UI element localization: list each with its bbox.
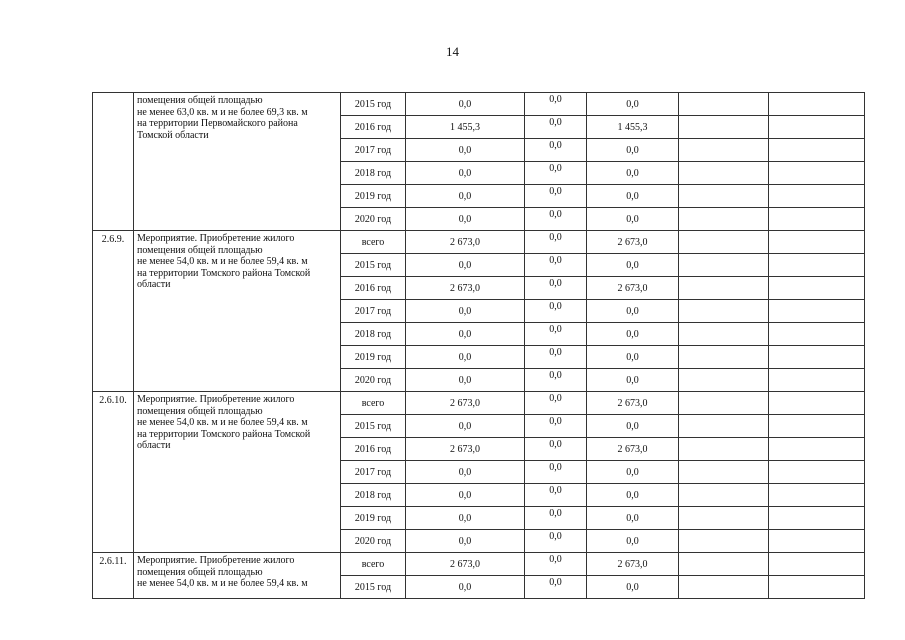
federal-value: 0,0 xyxy=(525,369,587,392)
regional-value: 0,0 xyxy=(587,415,679,438)
description-line: Мероприятие. Приобретение жилого xyxy=(137,555,295,566)
federal-value: 0,0 xyxy=(525,231,587,254)
regional-value: 0,0 xyxy=(587,208,679,231)
regional-value: 0,0 xyxy=(587,93,679,116)
period-cell: 2016 год xyxy=(341,116,406,139)
regional-value: 0,0 xyxy=(587,461,679,484)
regional-value: 2 673,0 xyxy=(587,277,679,300)
federal-value: 0,0 xyxy=(525,553,587,576)
period-cell: 2016 год xyxy=(341,438,406,461)
table-row xyxy=(93,231,865,254)
empty-cell xyxy=(769,300,865,323)
regional-value: 0,0 xyxy=(587,484,679,507)
regional-value: 2 673,0 xyxy=(587,392,679,415)
empty-cell xyxy=(679,553,769,576)
empty-cell xyxy=(679,369,769,392)
item-number: 2.6.10. xyxy=(93,392,134,553)
total-value: 0,0 xyxy=(406,162,525,185)
description-line: Томской области xyxy=(137,129,209,141)
empty-cell xyxy=(679,185,769,208)
empty-cell xyxy=(769,415,865,438)
empty-cell xyxy=(679,139,769,162)
period-cell: 2015 год xyxy=(341,93,406,116)
item-number xyxy=(93,93,134,231)
period-cell: 2015 год xyxy=(341,254,406,277)
regional-value: 2 673,0 xyxy=(587,231,679,254)
total-value: 0,0 xyxy=(406,507,525,530)
total-value: 2 673,0 xyxy=(406,438,525,461)
regional-value: 0,0 xyxy=(587,185,679,208)
federal-value: 0,0 xyxy=(525,438,587,461)
federal-value: 0,0 xyxy=(525,254,587,277)
regional-value: 1 455,3 xyxy=(587,116,679,139)
empty-cell xyxy=(769,162,865,185)
description-line: не менее 63,0 кв. м и не более 69,3 кв. м xyxy=(137,106,308,118)
empty-cell xyxy=(769,185,865,208)
period-cell: 2020 год xyxy=(341,530,406,553)
empty-cell xyxy=(679,300,769,323)
description-line: Мероприятие. Приобретение жилого xyxy=(137,394,295,405)
empty-cell xyxy=(769,346,865,369)
description-line: на территории Томского района Томской xyxy=(137,267,311,279)
empty-cell xyxy=(769,507,865,530)
total-value: 2 673,0 xyxy=(406,277,525,300)
federal-value: 0,0 xyxy=(525,484,587,507)
period-cell: 2016 год xyxy=(341,277,406,300)
total-value: 0,0 xyxy=(406,254,525,277)
table-row xyxy=(93,392,865,415)
period-cell: 2020 год xyxy=(341,369,406,392)
description-line: на территории Томского района Томской xyxy=(137,428,311,440)
empty-cell xyxy=(679,254,769,277)
empty-cell xyxy=(679,438,769,461)
total-value: 0,0 xyxy=(406,300,525,323)
total-value: 0,0 xyxy=(406,93,525,116)
item-description xyxy=(134,93,341,231)
item-number: 2.6.9. xyxy=(93,231,134,392)
federal-value: 0,0 xyxy=(525,415,587,438)
description-line: не менее 54,0 кв. м и не более 59,4 кв. м xyxy=(137,417,308,428)
period-cell: 2015 год xyxy=(341,576,406,599)
period-cell: 2018 год xyxy=(341,162,406,185)
empty-cell xyxy=(679,392,769,415)
empty-cell xyxy=(679,461,769,484)
period-cell: 2015 год xyxy=(341,415,406,438)
empty-cell xyxy=(769,369,865,392)
federal-value: 0,0 xyxy=(525,185,587,208)
federal-value: 0,0 xyxy=(525,461,587,484)
empty-cell xyxy=(679,323,769,346)
total-value: 0,0 xyxy=(406,530,525,553)
description-line: не менее 54,0 кв. м и не более 59,4 кв. м xyxy=(137,256,308,267)
description-line: не менее 54,0 кв. м и не более 59,4 кв. м xyxy=(137,578,308,589)
empty-cell xyxy=(769,553,865,576)
federal-value: 0,0 xyxy=(525,530,587,553)
page-number: 14 xyxy=(446,44,459,59)
budget-table xyxy=(92,92,865,599)
period-cell: 2019 год xyxy=(341,346,406,369)
period-cell: 2018 год xyxy=(341,323,406,346)
empty-cell xyxy=(679,231,769,254)
federal-value: 0,0 xyxy=(525,139,587,162)
total-value: 0,0 xyxy=(406,484,525,507)
empty-cell xyxy=(679,576,769,599)
table-row xyxy=(93,553,865,576)
period-cell: всего xyxy=(341,392,406,415)
total-value: 0,0 xyxy=(406,369,525,392)
regional-value: 0,0 xyxy=(587,507,679,530)
empty-cell xyxy=(769,530,865,553)
description-line: области xyxy=(137,279,171,290)
regional-value: 0,0 xyxy=(587,162,679,185)
empty-cell xyxy=(679,162,769,185)
empty-cell xyxy=(769,484,865,507)
empty-cell xyxy=(769,93,865,116)
total-value: 0,0 xyxy=(406,461,525,484)
description-line: помещения общей площадью xyxy=(137,244,263,256)
period-cell: всего xyxy=(341,231,406,254)
empty-cell xyxy=(769,208,865,231)
regional-value: 2 673,0 xyxy=(587,438,679,461)
regional-value: 0,0 xyxy=(587,346,679,369)
total-value: 2 673,0 xyxy=(406,231,525,254)
regional-value: 0,0 xyxy=(587,323,679,346)
empty-cell xyxy=(769,392,865,415)
federal-value: 0,0 xyxy=(525,507,587,530)
description-line: области xyxy=(137,440,171,451)
total-value: 2 673,0 xyxy=(406,553,525,576)
regional-value: 0,0 xyxy=(587,254,679,277)
period-cell: 2017 год xyxy=(341,461,406,484)
empty-cell xyxy=(769,323,865,346)
description-line: помещения общей площадью xyxy=(137,405,263,417)
description-line: Мероприятие. Приобретение жилого xyxy=(137,233,295,244)
empty-cell xyxy=(769,231,865,254)
regional-value: 0,0 xyxy=(587,576,679,599)
empty-cell xyxy=(679,277,769,300)
period-cell: 2018 год xyxy=(341,484,406,507)
total-value: 0,0 xyxy=(406,576,525,599)
federal-value: 0,0 xyxy=(525,93,587,116)
empty-cell xyxy=(679,93,769,116)
total-value: 0,0 xyxy=(406,208,525,231)
period-cell: 2017 год xyxy=(341,139,406,162)
period-cell: всего xyxy=(341,553,406,576)
federal-value: 0,0 xyxy=(525,162,587,185)
empty-cell xyxy=(679,208,769,231)
empty-cell xyxy=(679,530,769,553)
federal-value: 0,0 xyxy=(525,277,587,300)
empty-cell xyxy=(769,277,865,300)
empty-cell xyxy=(679,484,769,507)
regional-value: 0,0 xyxy=(587,530,679,553)
empty-cell xyxy=(769,576,865,599)
regional-value: 0,0 xyxy=(587,300,679,323)
empty-cell xyxy=(769,139,865,162)
item-number: 2.6.11. xyxy=(93,553,134,599)
empty-cell xyxy=(769,116,865,139)
empty-cell xyxy=(679,116,769,139)
federal-value: 0,0 xyxy=(525,392,587,415)
empty-cell xyxy=(679,415,769,438)
total-value: 1 455,3 xyxy=(406,116,525,139)
item-description xyxy=(134,231,341,392)
description-line: помещения общей площадью xyxy=(137,95,263,106)
period-cell: 2020 год xyxy=(341,208,406,231)
total-value: 0,0 xyxy=(406,185,525,208)
total-value: 0,0 xyxy=(406,323,525,346)
description-line: помещения общей площадью xyxy=(137,566,263,578)
federal-value: 0,0 xyxy=(525,208,587,231)
empty-cell xyxy=(769,438,865,461)
period-cell: 2019 год xyxy=(341,185,406,208)
period-cell: 2019 год xyxy=(341,507,406,530)
empty-cell xyxy=(679,346,769,369)
regional-value: 0,0 xyxy=(587,139,679,162)
empty-cell xyxy=(769,461,865,484)
description-line: на территории Первомайского района xyxy=(137,118,298,129)
federal-value: 0,0 xyxy=(525,116,587,139)
regional-value: 0,0 xyxy=(587,369,679,392)
federal-value: 0,0 xyxy=(525,576,587,599)
total-value: 0,0 xyxy=(406,346,525,369)
regional-value: 2 673,0 xyxy=(587,553,679,576)
total-value: 0,0 xyxy=(406,415,525,438)
table-row xyxy=(93,93,865,116)
federal-value: 0,0 xyxy=(525,346,587,369)
period-cell: 2017 год xyxy=(341,300,406,323)
total-value: 2 673,0 xyxy=(406,392,525,415)
federal-value: 0,0 xyxy=(525,300,587,323)
empty-cell xyxy=(769,254,865,277)
empty-cell xyxy=(679,507,769,530)
total-value: 0,0 xyxy=(406,139,525,162)
item-description xyxy=(134,392,341,553)
federal-value: 0,0 xyxy=(525,323,587,346)
item-description xyxy=(134,553,341,599)
